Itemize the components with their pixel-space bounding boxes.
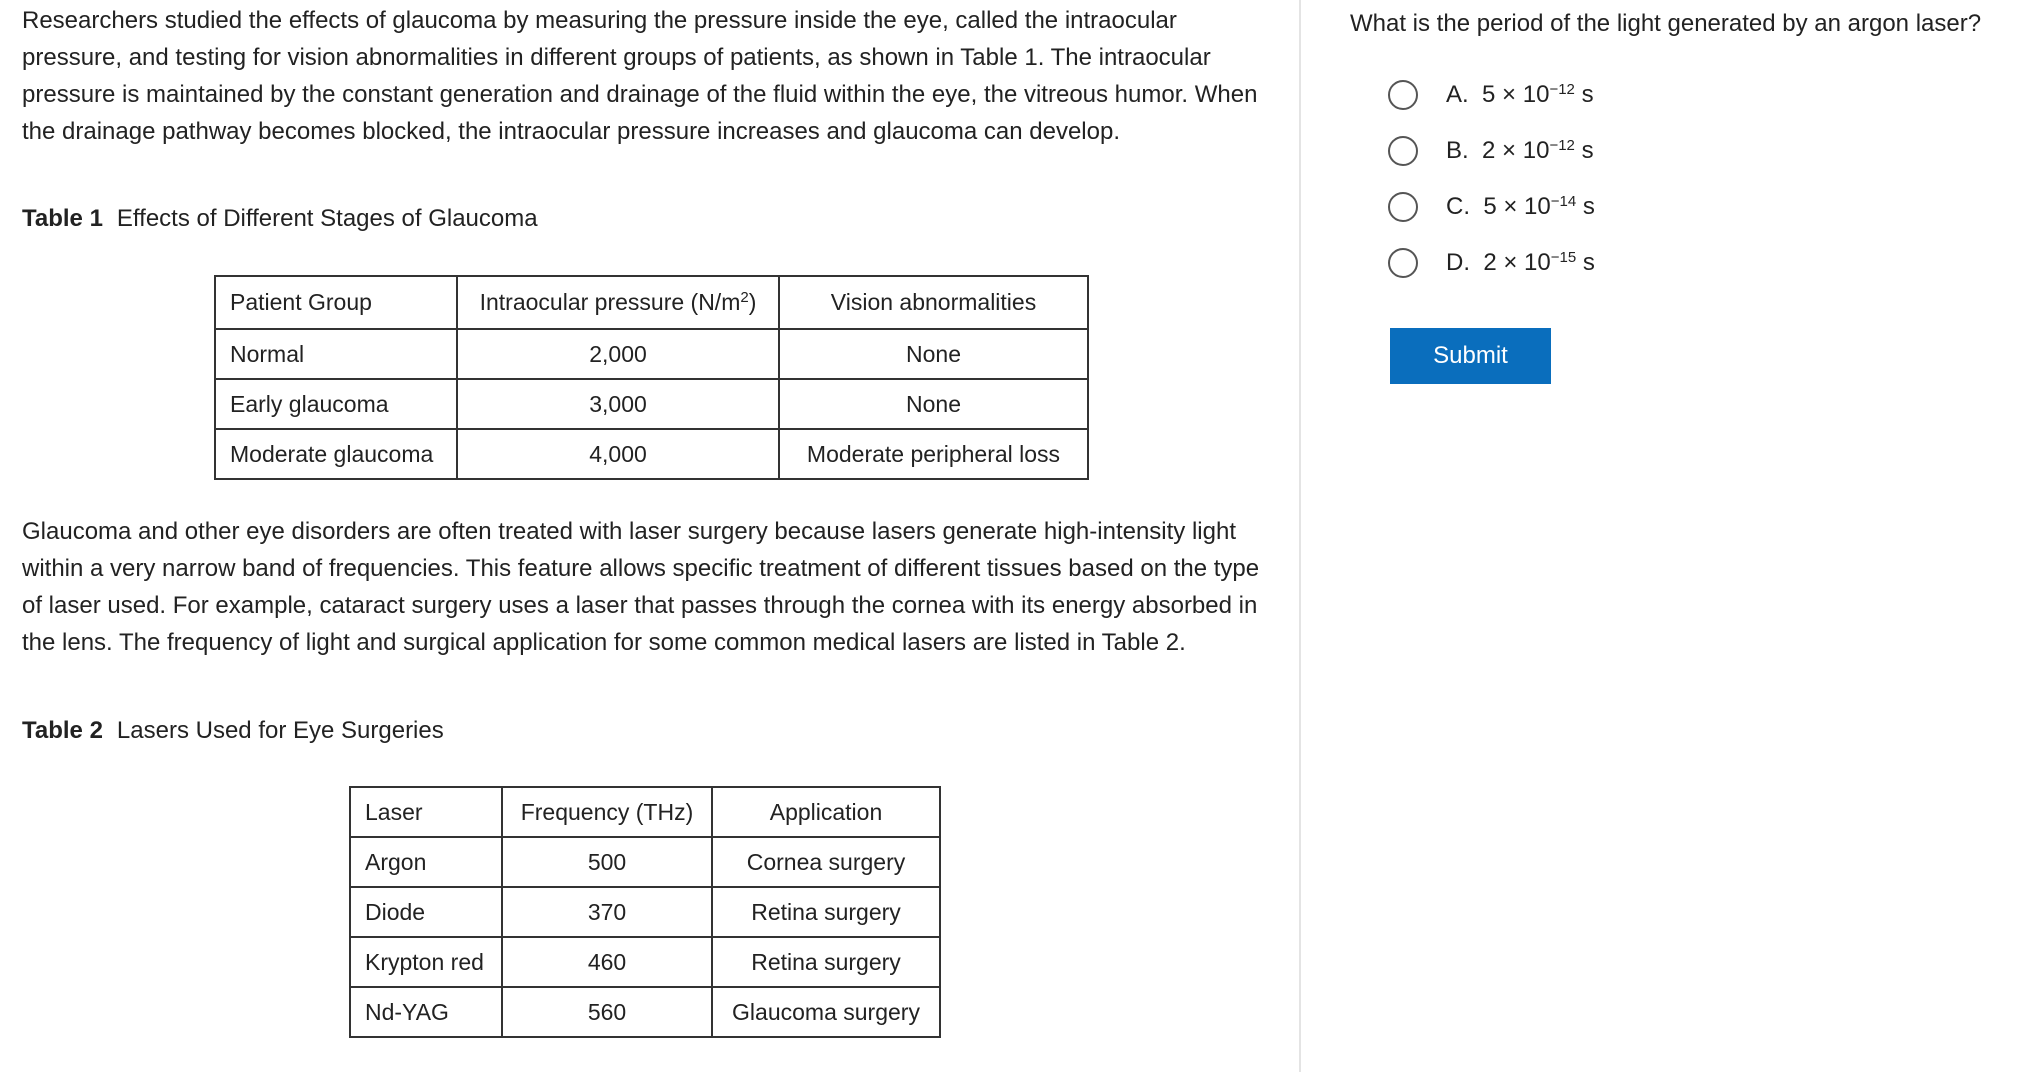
table-cell: 500 <box>502 837 712 887</box>
table-cell: 2,000 <box>457 329 779 379</box>
choice-mantissa: 5 × 10 <box>1483 193 1551 220</box>
choice-d-label <box>1446 249 1595 277</box>
table-header-cell <box>457 276 779 329</box>
choice-unit: s <box>1582 193 1595 220</box>
table-cell: 3,000 <box>457 379 779 429</box>
radio-button-icon[interactable] <box>1388 248 1418 278</box>
table-cell: Glaucoma surgery <box>712 987 940 1037</box>
table2-lasers <box>349 786 941 1038</box>
table-row <box>350 937 940 987</box>
passage-pane <box>22 0 1282 1072</box>
choice-a-label <box>1446 81 1594 109</box>
table-row <box>350 887 940 937</box>
table-header-cell: Frequency (THz) <box>502 787 712 837</box>
table-header-cell: Application <box>712 787 940 837</box>
choice-letter: D. <box>1446 249 1470 276</box>
table-cell: Cornea surgery <box>712 837 940 887</box>
choice-letter: A. <box>1446 81 1469 108</box>
table-cell: Normal <box>215 329 457 379</box>
table-header-cell: Laser <box>350 787 502 837</box>
radio-button-icon[interactable] <box>1388 192 1418 222</box>
table-cell: 4,000 <box>457 429 779 479</box>
choice-c-label <box>1446 193 1595 221</box>
table-cell: Moderate glaucoma <box>215 429 457 479</box>
pane-divider <box>1299 0 1301 1072</box>
choice-mantissa: 2 × 10 <box>1483 249 1551 276</box>
submit-button[interactable]: Submit <box>1390 328 1551 384</box>
choice-letter: B. <box>1446 137 1469 164</box>
table2-label: Table 2 <box>22 717 103 744</box>
table-row <box>215 379 1088 429</box>
choice-unit: s <box>1581 137 1594 164</box>
table-row <box>215 429 1088 479</box>
choice-d[interactable] <box>1388 246 1595 280</box>
choice-exponent: −15 <box>1550 249 1577 266</box>
table-row <box>350 837 940 887</box>
passage-paragraph-2: Glaucoma and other eye disorders are often treated with laser surgery because lasers generate high-intensity light within a very narrow band of frequencies. This feature allows specific treatment of different tissues based on the type of laser used. For example, cataract surgery uses a laser that passes through the cornea with its energy absorbed in the lens. The frequency of light and surgical application for some common medical lasers are listed in Table 2. <box>22 518 1260 656</box>
choice-letter: C. <box>1446 193 1470 220</box>
table-cell: 460 <box>502 937 712 987</box>
choice-b-label <box>1446 137 1594 165</box>
table-cell: Argon <box>350 837 502 887</box>
question-text: What is the period of the light generated by an argon laser? <box>1350 10 1982 37</box>
choice-unit: s <box>1582 249 1595 276</box>
choice-exponent: −12 <box>1549 137 1575 154</box>
table2-caption <box>22 716 444 746</box>
table-cell: Krypton red <box>350 937 502 987</box>
choice-b[interactable] <box>1388 134 1594 168</box>
table-header-row <box>215 276 1088 329</box>
choice-unit: s <box>1581 81 1594 108</box>
radio-button-icon[interactable] <box>1388 136 1418 166</box>
table1-glaucoma-stages <box>214 275 1089 480</box>
radio-button-icon[interactable] <box>1388 80 1418 110</box>
table2-title: Lasers Used for Eye Surgeries <box>116 717 444 744</box>
table-row <box>350 987 940 1037</box>
table-header-row <box>350 787 940 837</box>
table1-caption <box>22 204 538 234</box>
passage-paragraph-1: Researchers studied the effects of glaucoma by measuring the pressure inside the eye, called the intraocular pressure, and testing for vision abnormalities in different groups of patients, as shown in Table 1. The intraocular pressure is maintained by the constant generation and drainage of the fluid within the eye, the vitreous humor. When the drainage pathway becomes blocked, the intraocular pressure increases and glaucoma can develop. <box>22 7 1258 145</box>
table1-title: Effects of Different Stages of Glaucoma <box>116 205 538 232</box>
table-cell: Early glaucoma <box>215 379 457 429</box>
header-superscript: 2 <box>740 289 749 306</box>
table-header-cell: Vision abnormalities <box>779 276 1088 329</box>
table-cell: Diode <box>350 887 502 937</box>
table-cell: 560 <box>502 987 712 1037</box>
choice-mantissa: 2 × 10 <box>1482 137 1550 164</box>
table-cell: Retina surgery <box>712 887 940 937</box>
header-text: ) <box>748 289 757 315</box>
table-cell: Nd-YAG <box>350 987 502 1037</box>
choice-c[interactable] <box>1388 190 1595 224</box>
table-row <box>215 329 1088 379</box>
choice-mantissa: 5 × 10 <box>1482 81 1550 108</box>
table-cell: None <box>779 379 1088 429</box>
table1-label: Table 1 <box>22 205 103 232</box>
table-header-cell: Patient Group <box>215 276 457 329</box>
table-cell: Moderate peripheral loss <box>779 429 1088 479</box>
table-cell: Retina surgery <box>712 937 940 987</box>
header-text: Intraocular pressure (N/m <box>479 289 741 315</box>
choice-exponent: −12 <box>1549 81 1575 98</box>
table-cell: None <box>779 329 1088 379</box>
choice-exponent: −14 <box>1550 193 1577 210</box>
table-cell: 370 <box>502 887 712 937</box>
choice-a[interactable] <box>1388 78 1594 112</box>
